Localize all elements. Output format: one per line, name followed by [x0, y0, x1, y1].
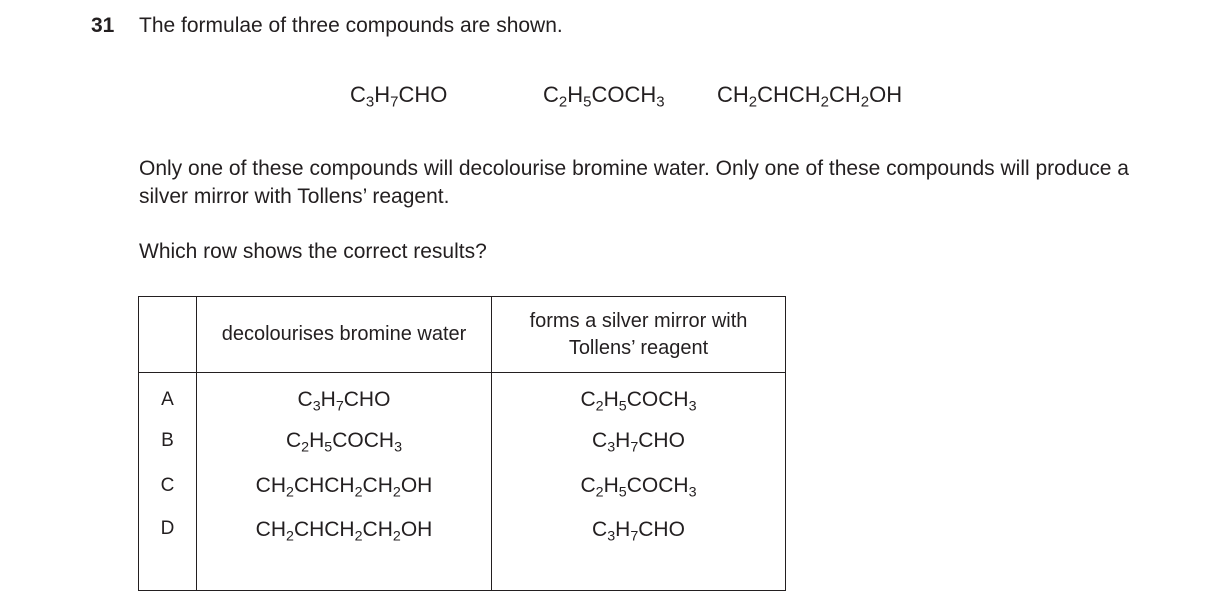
header-blank-cell [139, 297, 197, 373]
formula-subscript: 5 [618, 483, 627, 500]
formula-subscript: 2 [820, 93, 829, 111]
answer-table [138, 296, 786, 591]
formula-subscript: 3 [607, 528, 616, 545]
formula-subscript: 2 [595, 483, 604, 500]
header-bromine: decolourises bromine water [197, 297, 492, 373]
table-row [139, 463, 786, 508]
formula-subscript: 3 [656, 93, 665, 111]
tollens-cell: $C_3H_7CHO$ [492, 418, 786, 463]
formula-subscript: 2 [392, 483, 401, 500]
formula-subscript: 2 [286, 528, 294, 545]
formula-subscript: 2 [392, 528, 401, 545]
formula-subscript: 3 [688, 483, 697, 500]
formula-subscript: 2 [354, 483, 363, 500]
formula-subscript: 3 [312, 397, 321, 414]
question-prompt: Which row shows the correct results? [139, 240, 487, 263]
row-letter: C [139, 463, 197, 508]
formula-subscript: 2 [301, 438, 310, 455]
formula-subscript: 7 [390, 93, 399, 111]
compound-formula-2: $C_2H_5COCH_3$ [543, 82, 665, 111]
formula-subscript: 2 [558, 93, 568, 111]
formula-subscript: 2 [354, 528, 363, 545]
compound-formula-1: $C_3H_7CHO$ [350, 82, 448, 111]
tollens-cell: $C_2H_5COCH_3$ [492, 373, 786, 419]
bromine-cell: $C_2H_5COCH_3$ [197, 418, 492, 463]
formula-subscript: 3 [365, 93, 375, 111]
bromine-cell: $CH_2CHCH_2CH_2OH$ [197, 508, 492, 591]
row-letter: D [139, 508, 197, 591]
question-paragraph: Only one of these compounds will decolourise bromine water. Only one of these compounds will produce a silver mirror with Tollens’ reagent. [139, 157, 1129, 208]
formula-subscript: 5 [618, 397, 627, 414]
tollens-cell: $C_2H_5COCH_3$ [492, 463, 786, 508]
question-intro: The formulae of three compounds are shown. [139, 14, 563, 37]
formula-subscript: 3 [688, 397, 697, 414]
formula-subscript: 7 [335, 397, 344, 414]
formula-subscript: 3 [607, 438, 616, 455]
formula-subscript: 2 [860, 93, 870, 111]
formula-subscript: 2 [286, 483, 294, 500]
answer-table-header [139, 297, 786, 373]
formula-subscript: 2 [595, 397, 604, 414]
question-number: 31 [91, 14, 115, 37]
row-letter: B [139, 418, 197, 463]
compound-formula-3: $CH_2CHCH_2CH_2OH$ [717, 82, 903, 111]
formula-subscript: 2 [748, 93, 758, 111]
header-tollens-line1: forms a silver mirror with [529, 309, 748, 332]
row-letter: A [139, 373, 197, 419]
bromine-cell: $CH_2CHCH_2CH_2OH$ [197, 463, 492, 508]
table-row [139, 373, 786, 419]
tollens-cell: $C_3H_7CHO$ [492, 508, 786, 591]
header-tollens-line2: Tollens’ reagent [568, 336, 709, 359]
bromine-cell: $C_3H_7CHO$ [197, 373, 492, 419]
formula-subscript: 7 [630, 528, 639, 545]
formula-subscript: 7 [630, 438, 639, 455]
table-row [139, 508, 786, 591]
formula-subscript: 5 [583, 93, 592, 111]
formula-subscript: 5 [324, 438, 333, 455]
header-tollens [492, 297, 786, 373]
formula-subscript: 3 [394, 438, 402, 455]
table-row [139, 418, 786, 463]
